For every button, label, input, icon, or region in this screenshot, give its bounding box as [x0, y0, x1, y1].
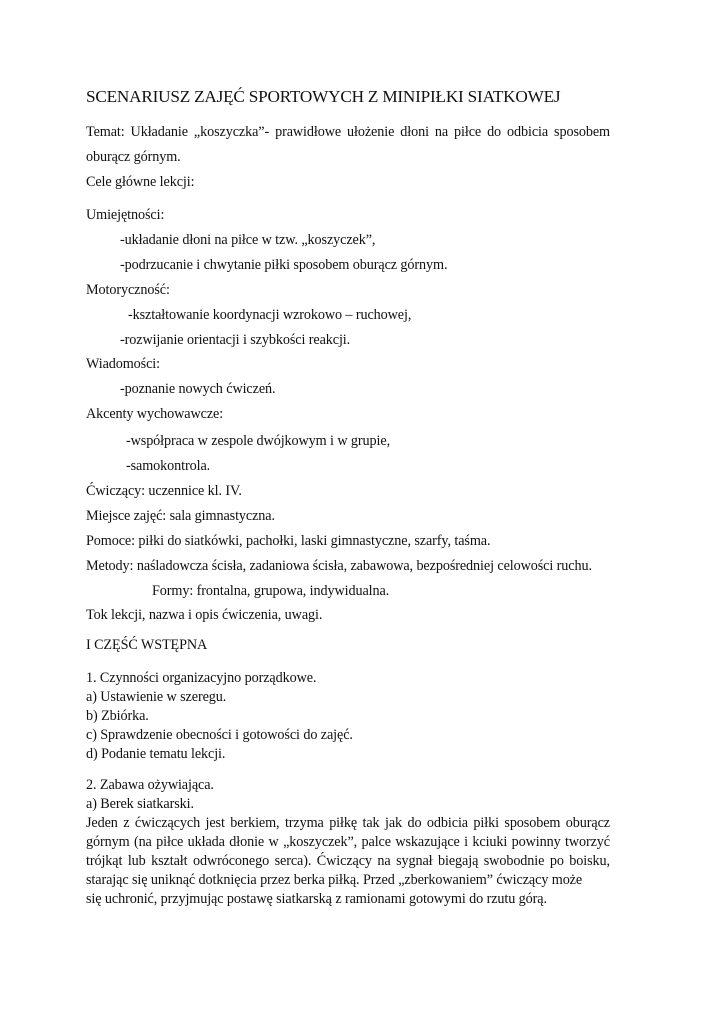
forms-line: Formy: frontalna, grupowa, indywidualna.	[152, 583, 390, 599]
lesson-flow-line: Tok lekcji, nazwa i opis ćwiczenia, uwagi.	[86, 607, 323, 623]
paragraph-line: trójkąt lub kształt odwróconego serca). Ćwiczący na sygnał biegają swobodnie po boisku,	[86, 853, 610, 869]
motor-item: -rozwijanie orientacji i szybkości reakcji.	[120, 332, 351, 348]
methods-line: Metody: naśladowcza ścisła, zadaniowa ścisła, zabawowa, bezpośredniej celowości ruchu.	[86, 558, 592, 574]
educational-heading: Akcenty wychowawcze:	[86, 406, 224, 422]
list-item: a) Ustawienie w szeregu.	[86, 689, 227, 705]
list-item: d) Podanie tematu lekcji.	[86, 746, 226, 762]
paragraph-line: się uchronić, przyjmując postawę siatkarską z ramionami gotowymi do rzutu górą.	[86, 891, 547, 907]
list-item: 1. Czynności organizacyjno porządkowe.	[86, 670, 317, 686]
knowledge-item: -poznanie nowych ćwiczeń.	[120, 381, 276, 397]
paragraph-line: starając się uniknąć dotknięcia przez berka piłką. Przed „zberkowaniem” ćwiczący może	[86, 872, 583, 888]
paragraph-line: górnym (na piłce układa dłonie w „koszyczek”, palce wskazujące i kciuki powinny tworzyć	[86, 834, 610, 850]
topic-line: Temat: Układanie „koszyczka”- prawidłowe ułożenie dłoni na piłce do odbicia sposobem	[86, 124, 610, 140]
motor-item: -kształtowanie koordynacji wzrokowo – ruchowej,	[128, 307, 412, 323]
educational-item: -samokontrola.	[126, 458, 211, 474]
section-heading: I CZĘŚĆ WSTĘPNA	[86, 637, 208, 653]
location-line: Miejsce zajęć: sala gimnastyczna.	[86, 508, 275, 524]
skills-item: -układanie dłoni na piłce w tzw. „koszyczek”,	[120, 232, 376, 248]
goals-heading: Cele główne lekcji:	[86, 174, 195, 190]
list-item: a) Berek siatkarski.	[86, 796, 194, 812]
skills-heading: Umiejętności:	[86, 207, 165, 223]
knowledge-heading: Wiadomości:	[86, 356, 160, 372]
topic-line-continued: oburącz górnym.	[86, 149, 181, 165]
skills-item: -podrzucanie i chwytanie piłki sposobem oburącz górnym.	[120, 257, 448, 273]
list-item: c) Sprawdzenie obecności i gotowości do zajęć.	[86, 727, 353, 743]
motor-heading: Motoryczność:	[86, 282, 170, 298]
equipment-line: Pomoce: piłki do siatkówki, pachołki, laski gimnastyczne, szarfy, taśma.	[86, 533, 491, 549]
document-title: SCENARIUSZ ZAJĘĆ SPORTOWYCH Z MINIPIŁKI SIATKOWEJ	[86, 87, 561, 106]
paragraph-line: Jeden z ćwiczących jest berkiem, trzyma piłkę tak jak do odbicia piłki sposobem oburącz	[86, 815, 610, 831]
educational-item: -współpraca w zespole dwójkowym i w grupie,	[126, 433, 391, 449]
list-item: 2. Zabawa ożywiająca.	[86, 777, 214, 793]
participants-line: Ćwiczący: uczennice kl. IV.	[86, 483, 242, 499]
list-item: b) Zbiórka.	[86, 708, 149, 724]
